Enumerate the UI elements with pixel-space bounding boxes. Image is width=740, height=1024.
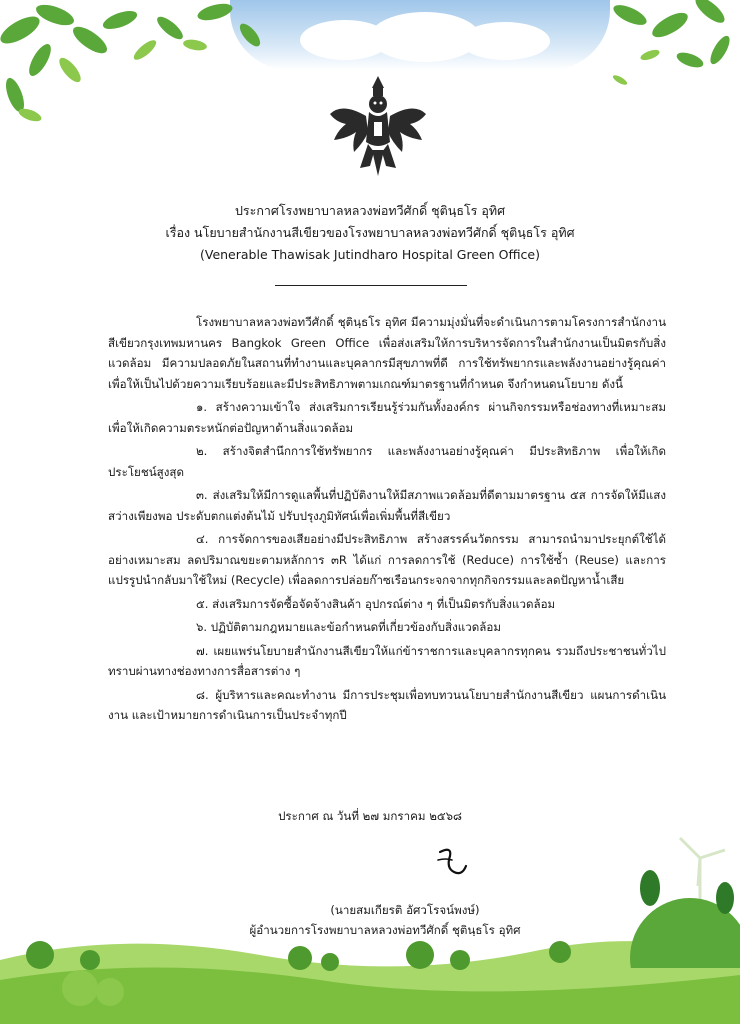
policy-item: ๕. ส่งเสริมการจัดซื้อจัดจ้างสินค้า อุปกรณ์ต่าง ๆ ที่เป็นมิตรกับสิ่งแวดล้อม bbox=[196, 596, 556, 611]
leaves-decoration-right bbox=[590, 0, 740, 120]
subject-line: เรื่อง นโยบายสำนักงานสีเขียวของโรงพยาบาลหลวงพ่อทวีศักดิ์ ชุตินฺธโร อุทิศ bbox=[165, 225, 575, 240]
policy-item: ๔. การจัดการของเสียอย่างมีประสิทธิภาพ สร้างสรรค์นวัตกรรม สามารถนำมาประยุกต์ใช้ได้อย่างเหมาะสม ลดปริมาณขยะตามหลักการ ๓R ได้แก่ การลดการใช้ (Reduce) การใช้ซ้ำ (Reuse) และการแปรรูปนำกลับมาใช้ใหม่ (Recycle) เพื่อลดการปล่อยก๊าซเรือนกระจกจากทุกกิจกรรมและลดปัญหาน้ำเสีย bbox=[108, 532, 666, 587]
announcement-title: ประกาศโรงพยาบาลหลวงพ่อทวีศักดิ์ ชุตินฺธโร อุทิศ bbox=[234, 203, 506, 218]
cloud-decoration bbox=[460, 22, 550, 60]
signer-name: (นายสมเกียรติ อัศวโรจน์พงษ์) bbox=[330, 903, 480, 917]
signer-title: ผู้อำนวยการโรงพยาบาลหลวงพ่อทวีศักดิ์ ชุตินฺธโร อุทิศ bbox=[249, 923, 521, 937]
intro-paragraph: โรงพยาบาลหลวงพ่อทวีศักดิ์ ชุตินฺธโร อุทิศ มีความมุ่งมั่นที่จะดำเนินการตามโครงการสำนักงานสีเขียวกรุงเทพมหานคร Bangkok Green Office เพื่อส่งเสริมให้การบริหารจัดการในสำนักงานเป็นมิตรกับสิ่งแวดล้อม มีความปลอดภัยในสถานที่ทำงานและบุคลากรมีสุขภาพที่ดี การใช้ทรัพยากรและพลังงานอย่างรู้คุณค่า เพื่อให้เป็นไปด้วยความเรียบร้อยและมีประสิทธิภาพตามเกณฑ์มาตรฐานที่กำหนด จึงกำหนดนโยบาย ดังนี้ bbox=[108, 315, 666, 391]
title-divider bbox=[275, 285, 467, 286]
wind-turbine-decoration bbox=[630, 828, 740, 968]
policy-body bbox=[108, 312, 666, 729]
english-title: (Venerable Thawisak Jutindharo Hospital Green Office) bbox=[199, 247, 540, 262]
announcement-date: ประกาศ ณ วันที่ ๒๗ มกราคม ๒๕๖๘ bbox=[278, 809, 462, 823]
garuda-emblem-icon bbox=[326, 72, 430, 182]
policy-item: ๓. ส่งเสริมให้มีการดูแลพื้นที่ปฏิบัติงานให้มีสภาพแวดล้อมที่ดีตามมาตรฐาน ๕ส การจัดให้มีแสงสว่างเพียงพอ ประดับตกแต่งต้นไม้ ปรับปรุงภูมิทัศน์เพื่อเพิ่มพื้นที่สีเขียว bbox=[108, 488, 666, 523]
policy-item: ๗. เผยแพร่นโยบายสำนักงานสีเขียวให้แก่ข้าราชการและบุคลากรทุกคน รวมถึงประชาชนทั่วไปทราบผ่านทางช่องทางการสื่อสารต่าง ๆ bbox=[108, 643, 666, 678]
signature-icon bbox=[432, 842, 472, 882]
policy-item: ๒. สร้างจิตสำนึกการใช้ทรัพยากร และพลังงานอย่างรู้คุณค่า มีประสิทธิภาพ เพื่อให้เกิดประโยชน์สูงสุด bbox=[108, 444, 666, 479]
policy-item: ๑. สร้างความเข้าใจ ส่งเสริมการเรียนรู้ร่วมกันทั้งองค์กร ผ่านกิจกรรมหรือช่องทางที่เหมาะสมเพื่อให้เกิดความตระหนักต่อปัญหาด้านสิ่งแวดล้อม bbox=[108, 400, 666, 435]
leaves-decoration-left bbox=[0, 0, 280, 130]
policy-item: ๖. ปฏิบัติตามกฎหมายและข้อกำหนดที่เกี่ยวข้องกับสิ่งแวดล้อม bbox=[196, 620, 501, 634]
policy-item: ๘. ผู้บริหารและคณะทำงาน มีการประชุมเพื่อทบทวนนโยบายสำนักงานสีเขียว แผนการดำเนินงาน และเป้าหมายการดำเนินการเป็นประจำทุกปี bbox=[108, 687, 666, 722]
